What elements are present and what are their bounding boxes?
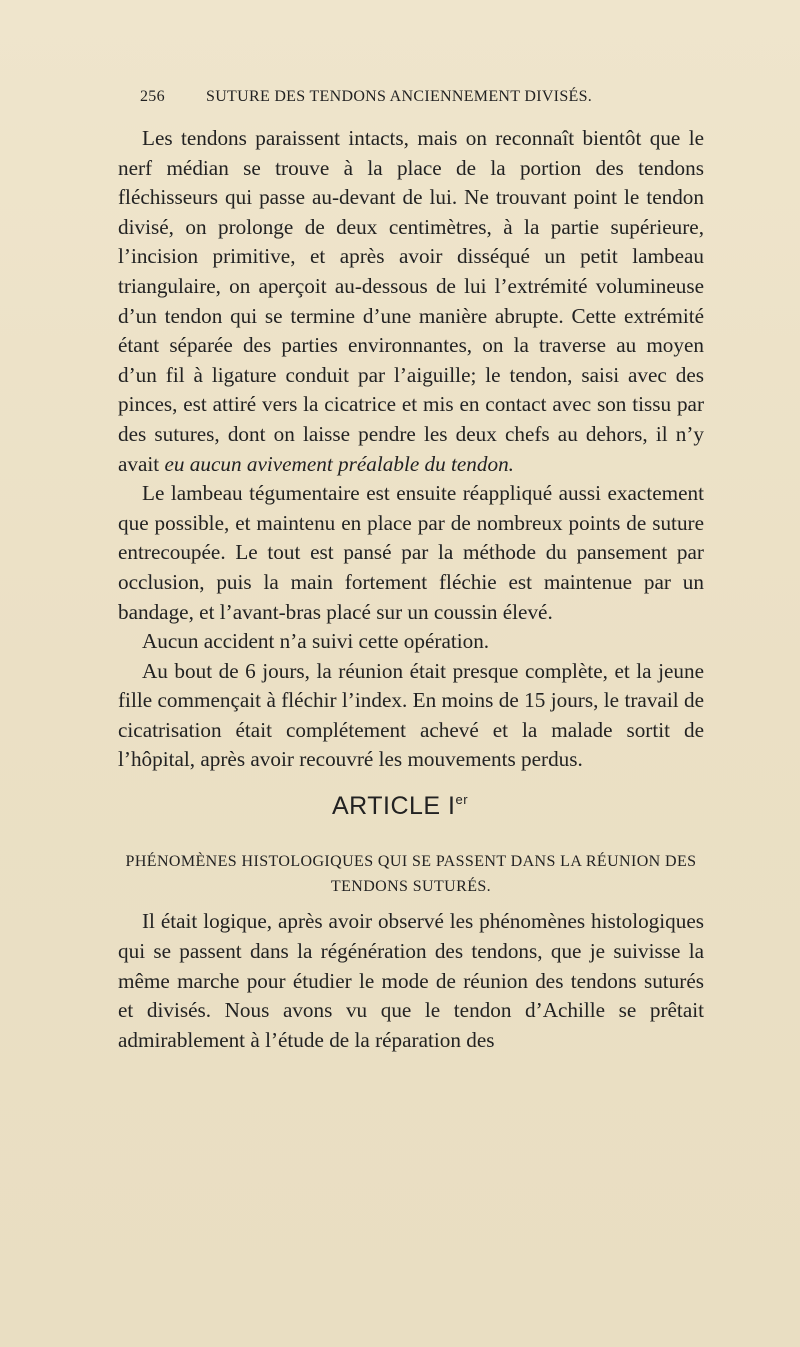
paragraph: Il était logique, après avoir observé les phénomènes histologiques qui se passent dans la régénération des tendons, que je suivisse la même marche pour étudier le mode de réunion des tendons suturés et divisés. Nous avons vu que le tendon d’Achille se prêtait admirablement à l’étude de la réparation des — [118, 909, 704, 1053]
paragraph: Au bout de 6 jours, la réunion était presque complète, et la jeune fille commençait à fléchir l’index. En moins de 15 jours, le travail de cicatrisation était complétement achevé et la malade sortit de l’hôpital, après avoir recouvré les mouvements perdus. — [118, 658, 704, 772]
paragraph — [118, 124, 704, 479]
running-title: SUTURE DES TENDONS ANCIENNEMENT DIVISÉS. — [206, 88, 593, 105]
paragraph-text: Les tendons paraissent intacts, mais on reconnaît bientôt que le nerf médian se trouve à la place de la portion des tendons fléchisseurs qui passe au-devant de lui. Ne trouvant point le tendon divisé, on prolonge de deux centimètres, à la partie supérieure, l’incision primitive, et après avoir disséqué un petit lambeau triangulaire, on aperçoit au-dessous de lui l’extrémité volumineuse d’un tendon qui se termine d’une manière abrupte. Cette extrémité étant séparée des parties environnantes, on la traverse au moyen d’un fil à ligature conduit par l’aiguille; le tendon, saisi avec des pinces, est attiré vers la cicatrice et mis en contact avec son tissu par des sutures, dont on laisse pendre les deux chefs au dehors, il n’y avait — [118, 126, 704, 476]
article-heading — [0, 792, 800, 821]
page-header — [140, 88, 700, 110]
paragraph: Aucun accident n’a suivi cette opération. — [142, 629, 490, 654]
article-heading-superscript: er — [455, 792, 469, 807]
article-heading-text: ARTICLE I — [331, 792, 456, 820]
paragraph: Le lambeau tégumentaire est ensuite réappliqué aussi exactement que possible, et maintenu en place par de nombreux points de suture entrecoupée. Le tout est pansé par la méthode du pansement par occlusion, puis la main fortement fléchie est maintenue par un bandage, et l’avant-bras placé sur un coussin élevé. — [118, 481, 704, 624]
page-number: 256 — [140, 88, 165, 105]
section-heading: PHÉNOMÈNES HISTOLOGIQUES QUI SE PASSENT DANS LA RÉUNION DES TENDONS SUTURÉS. — [125, 853, 697, 895]
main-text-top — [118, 124, 704, 775]
paragraph-emphasis: eu aucun avivement préalable du tendon. — [164, 451, 514, 476]
main-text-bottom — [118, 907, 704, 1056]
